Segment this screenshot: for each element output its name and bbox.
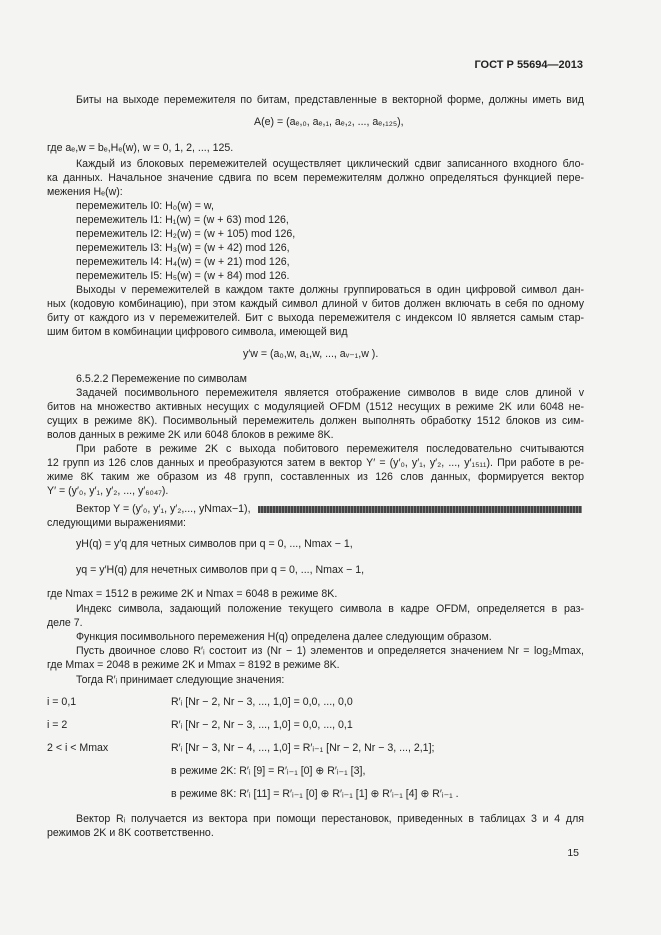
text-line: 12 групп из 126 слов данных и преобразуются затем в вектор Y′ = (y′₀, y′₁, y′₂, ..., y′₁₅₁₁). При работе в ре-: [47, 457, 584, 469]
text-line: следующими выражениями:: [47, 517, 186, 529]
standard-header: ГОСТ Р 55694—2013: [474, 59, 583, 71]
text-line: ных (кодовую комбинацию), при этом каждый символ длиной v битов должен включать в себя по одному: [47, 298, 584, 310]
text-line: перемежитель I4: H₄(w) = (w + 21) mod 126,: [76, 256, 290, 268]
text-line: R′ᵢ [Nr − 3, Nr − 4, ..., 1,0] = R′ᵢ₋₁ [Nr − 2, Nr − 3, ..., 2,1];: [171, 742, 435, 754]
text-line: межения Hₑ(w):: [47, 186, 123, 198]
text-line: битов на множество активных несущих с модуляцией OFDM (1512 несущих в режиме 2K или 6048 не-: [47, 401, 584, 413]
text-line: перемежитель I0: H₀(w) = w,: [76, 200, 214, 212]
text-line: Тогда R′ᵢ принимает следующие значения:: [76, 674, 285, 686]
text-line: ка данных. Начальное значение сдвига по всем перемежителям должно определяться функцией пере-: [47, 172, 584, 184]
text-line: R′ᵢ [Nr − 2, Nr − 3, ..., 1,0] = 0,0, ..., 0,0: [171, 696, 353, 708]
text-line: A(e) = (aₑ,₀, aₑ,₁, aₑ,₂, ..., aₑ,₁₂₅),: [254, 116, 404, 128]
page-number: 15: [567, 847, 579, 859]
text-line: жиме 8K таким же образом из 48 групп, составленных из 126 слов данных, формируется вектор: [47, 471, 584, 483]
text-line: yq = y′H(q) для нечетных символов при q = 0, ..., Nmax − 1,: [76, 564, 365, 576]
text-line: волов данных в режиме 2K или 6048 блоков в режиме 8K.: [47, 429, 334, 441]
text-line: в режиме 8K: R′ᵢ [11] = R′ᵢ₋₁ [0] ⊕ R′ᵢ₋₁ [1] ⊕ R′ᵢ₋₁ [4] ⊕ R′ᵢ₋₁ .: [171, 788, 459, 800]
text-line: перемежитель I3: H₃(w) = (w + 42) mod 126,: [76, 242, 290, 254]
text-line: Функция посимвольного перемежения H(q) определена далее следующим образом.: [76, 631, 492, 643]
text-line: i = 2: [47, 719, 68, 731]
text-line: Каждый из блоковых перемежителей осуществляет циклический сдвиг записанного входного бло-: [76, 158, 584, 170]
text-line: Вектор Rᵢ получается из вектора при помощи перестановок, приведенных в таблицах 3 и 4 для: [76, 813, 584, 825]
text-line: перемежитель I5: H₅(w) = (w + 84) mod 126.: [76, 270, 290, 282]
text-line: где Nmax = 1512 в режиме 2K и Nmax = 6048 в режиме 8K.: [47, 588, 338, 600]
text-line: Выходы v перемежителей в каждом такте должны группироваться в один цифровой символ дан-: [76, 284, 584, 296]
smudged-text: [258, 506, 582, 513]
text-line: где aₑ,w = bₑ,Hₑ(w), w = 0, 1, 2, ..., 125.: [47, 142, 234, 154]
text-line: Вектор Y = (y′₀, y′₁, y′₂,..., yNmax−1),: [76, 503, 251, 515]
text-line: в режиме 2K: R′ᵢ [9] = R′ᵢ₋₁ [0] ⊕ R′ᵢ₋₁ [3],: [171, 765, 366, 777]
text-line: Задачей посимвольного перемежителя является отображение символов в виде слов длиной v: [76, 387, 584, 399]
text-line: yH(q) = y′q для четных символов при q = 0, ..., Nmax − 1,: [76, 538, 353, 550]
text-line: Биты на выходе перемежителя по битам, представленные в векторной форме, должны иметь вид: [76, 94, 584, 106]
text-line: деле 7.: [47, 617, 83, 629]
text-line: 6.5.2.2 Перемежение по символам: [76, 373, 247, 385]
text-line: i = 0,1: [47, 696, 77, 708]
text-line: Пусть двоичное слово R′ᵢ состоит из (Nr − 1) элементов и определяется значением Nr = log₂Mmax,: [76, 645, 584, 657]
text-line: режимов 2K и 8K соответственно.: [47, 827, 214, 839]
text-line: биту от каждого из v перемежителей. Бит с выхода перемежителя с индексом I0 является самым стар-: [47, 312, 584, 324]
text-line: шим битом в комбинации цифрового символа, имеющей вид: [47, 326, 348, 338]
text-line: y′w = (a₀,w, a₁,w, ..., aᵥ₋₁,w ).: [243, 348, 379, 360]
text-line: Y′ = (y′₀, y′₁, y′₂, ..., y′₆₀₄₇).: [47, 485, 169, 497]
text-line: где Mmax = 2048 в режиме 2K и Mmax = 8192 в режиме 8K.: [47, 659, 340, 671]
smudged-line: [258, 502, 584, 516]
text-line: перемежитель I2: H₂(w) = (w + 105) mod 126,: [76, 228, 296, 240]
text-line: R′ᵢ [Nr − 2, Nr − 3, ..., 1,0] = 0,0, ..., 0,1: [171, 719, 353, 731]
text-line: перемежитель I1: H₁(w) = (w + 63) mod 126,: [76, 214, 289, 226]
text-line: При работе в режиме 2K с выхода побитового перемежителя последовательно считываются: [76, 443, 584, 455]
text-line: 2 < i < Mmax: [47, 742, 109, 754]
text-line: сущих в режиме 8K). Посимвольный перемежитель должен выполнять обработку 1512 блоков из сим-: [47, 415, 584, 427]
text-line: Индекс символа, задающий положение текущего символа в кадре OFDM, определяется в раз-: [76, 603, 584, 615]
